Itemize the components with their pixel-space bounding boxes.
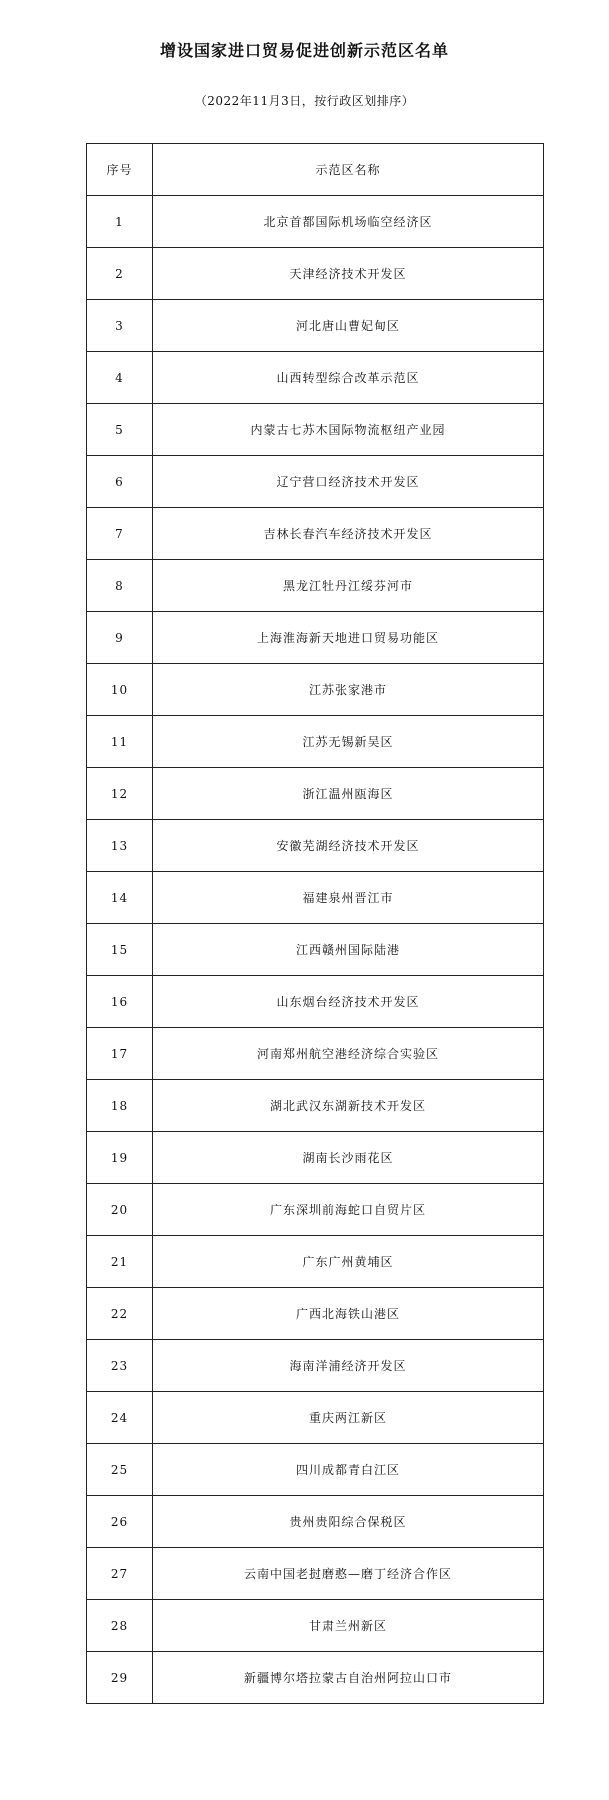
row-zone-name: 云南中国老挝磨憨—磨丁经济合作区 — [153, 1548, 544, 1600]
table-row — [87, 404, 544, 456]
row-serial-number: 8 — [87, 560, 153, 612]
row-zone-name: 江西赣州国际陆港 — [153, 924, 544, 976]
row-serial-number: 1 — [87, 196, 153, 248]
row-zone-name: 河南郑州航空港经济综合实验区 — [153, 1028, 544, 1080]
row-serial-number: 25 — [87, 1444, 153, 1496]
table-row — [87, 768, 544, 820]
table-row — [87, 664, 544, 716]
table-row — [87, 508, 544, 560]
row-zone-name: 广东深圳前海蛇口自贸片区 — [153, 1184, 544, 1236]
table-row — [87, 1392, 544, 1444]
row-serial-number: 9 — [87, 612, 153, 664]
table-row — [87, 560, 544, 612]
row-zone-name: 辽宁营口经济技术开发区 — [153, 456, 544, 508]
row-serial-number: 23 — [87, 1340, 153, 1392]
document-title: 增设国家进口贸易促进创新示范区名单 — [159, 41, 449, 60]
table-row — [87, 872, 544, 924]
table-row — [87, 1132, 544, 1184]
demo-zone-table — [86, 143, 544, 1704]
row-zone-name: 黑龙江牡丹江绥芬河市 — [153, 560, 544, 612]
row-serial-number: 10 — [87, 664, 153, 716]
table-row — [87, 1184, 544, 1236]
row-zone-name: 江苏张家港市 — [153, 664, 544, 716]
table-row — [87, 1496, 544, 1548]
row-serial-number: 20 — [87, 1184, 153, 1236]
row-zone-name: 安徽芜湖经济技术开发区 — [153, 820, 544, 872]
row-serial-number: 27 — [87, 1548, 153, 1600]
header-zone-name: 示范区名称 — [153, 144, 544, 196]
row-serial-number: 29 — [87, 1652, 153, 1704]
row-zone-name: 福建泉州晋江市 — [153, 872, 544, 924]
row-zone-name: 山东烟台经济技术开发区 — [153, 976, 544, 1028]
table-row — [87, 1028, 544, 1080]
table-row — [87, 300, 544, 352]
table-row — [87, 820, 544, 872]
table-row — [87, 716, 544, 768]
row-zone-name: 吉林长春汽车经济技术开发区 — [153, 508, 544, 560]
table-row — [87, 1548, 544, 1600]
table-row — [87, 456, 544, 508]
table-row — [87, 1236, 544, 1288]
table-header-row — [87, 144, 544, 196]
row-serial-number: 13 — [87, 820, 153, 872]
row-serial-number: 22 — [87, 1288, 153, 1340]
table-row — [87, 1652, 544, 1704]
table-body — [87, 196, 544, 1704]
row-serial-number: 18 — [87, 1080, 153, 1132]
row-serial-number: 28 — [87, 1600, 153, 1652]
row-serial-number: 26 — [87, 1496, 153, 1548]
header-serial-number: 序号 — [87, 144, 153, 196]
row-serial-number: 14 — [87, 872, 153, 924]
row-zone-name: 内蒙古七苏木国际物流枢纽产业园 — [153, 404, 544, 456]
row-serial-number: 7 — [87, 508, 153, 560]
row-serial-number: 3 — [87, 300, 153, 352]
row-serial-number: 15 — [87, 924, 153, 976]
row-zone-name: 北京首都国际机场临空经济区 — [153, 196, 544, 248]
table-row — [87, 1080, 544, 1132]
row-serial-number: 5 — [87, 404, 153, 456]
row-zone-name: 广西北海铁山港区 — [153, 1288, 544, 1340]
row-zone-name: 河北唐山曹妃甸区 — [153, 300, 544, 352]
row-zone-name: 新疆博尔塔拉蒙古自治州阿拉山口市 — [153, 1652, 544, 1704]
row-zone-name: 浙江温州瓯海区 — [153, 768, 544, 820]
table-row — [87, 1288, 544, 1340]
row-serial-number: 12 — [87, 768, 153, 820]
table-row — [87, 976, 544, 1028]
row-zone-name: 江苏无锡新吴区 — [153, 716, 544, 768]
row-zone-name: 山西转型综合改革示范区 — [153, 352, 544, 404]
table-row — [87, 1600, 544, 1652]
row-zone-name: 重庆两江新区 — [153, 1392, 544, 1444]
row-zone-name: 贵州贵阳综合保税区 — [153, 1496, 544, 1548]
row-serial-number: 6 — [87, 456, 153, 508]
table-row — [87, 1444, 544, 1496]
table-row — [87, 196, 544, 248]
row-serial-number: 16 — [87, 976, 153, 1028]
row-serial-number: 11 — [87, 716, 153, 768]
row-serial-number: 21 — [87, 1236, 153, 1288]
row-serial-number: 17 — [87, 1028, 153, 1080]
row-zone-name: 广东广州黄埔区 — [153, 1236, 544, 1288]
table-row — [87, 1340, 544, 1392]
row-serial-number: 19 — [87, 1132, 153, 1184]
row-zone-name: 海南洋浦经济开发区 — [153, 1340, 544, 1392]
table-row — [87, 924, 544, 976]
document-subtitle: （2022年11月3日，按行政区划排序） — [194, 94, 415, 108]
table-row — [87, 248, 544, 300]
row-zone-name: 上海淮海新天地进口贸易功能区 — [153, 612, 544, 664]
row-serial-number: 4 — [87, 352, 153, 404]
table-row — [87, 352, 544, 404]
row-zone-name: 湖北武汉东湖新技术开发区 — [153, 1080, 544, 1132]
table-row — [87, 612, 544, 664]
row-zone-name: 四川成都青白江区 — [153, 1444, 544, 1496]
row-zone-name: 湖南长沙雨花区 — [153, 1132, 544, 1184]
row-serial-number: 2 — [87, 248, 153, 300]
row-zone-name: 甘肃兰州新区 — [153, 1600, 544, 1652]
row-zone-name: 天津经济技术开发区 — [153, 248, 544, 300]
row-serial-number: 24 — [87, 1392, 153, 1444]
